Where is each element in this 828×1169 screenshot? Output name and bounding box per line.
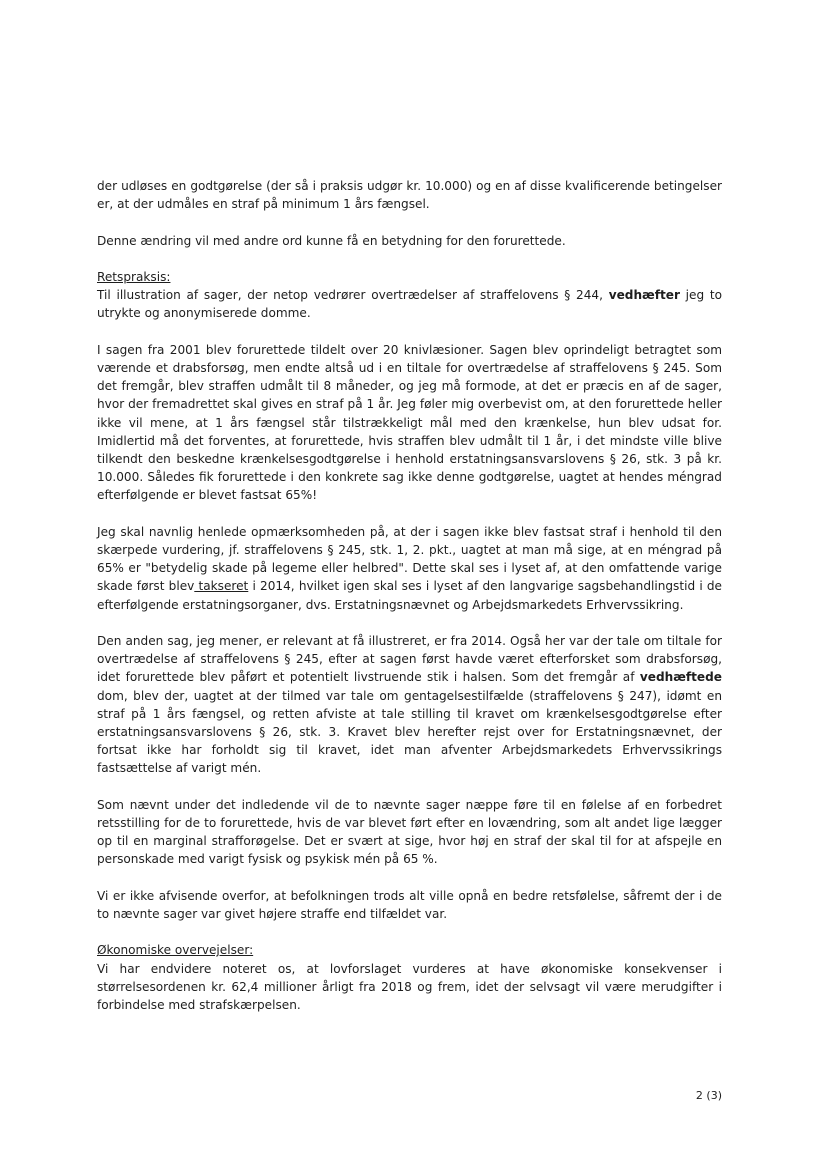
paragraph-skaerpede-vurdering: [97, 523, 722, 614]
text-span: Den anden sag, jeg mener, er relevant at få illustreret, er fra 2014. Også her var der tale om tiltale for overtrædelse af straffelovens § 245, efter at sagen først havde været efterforsket som drabsforsøg, idet forurettede blev påført et potentielt livstruende stik i halsen. Som det fremgår af: [97, 634, 722, 685]
page-number: 2 (3): [695, 1089, 722, 1102]
text-span: jeg to utrykte og anonymiserede domme.: [97, 288, 722, 321]
text-span: i 2014, hvilket igen skal ses i lyset af den langvarige sagsbehandlingstid i de efterfølgende erstatningsorganer, dvs. Erstatningsnævnet og Arbejdsmarkedets Erhvervssikring.: [97, 579, 722, 612]
paragraph-illustration: [97, 286, 722, 322]
bold-vedhaeftede: vedhæftede: [639, 670, 722, 685]
text-span: dom, blev der, uagtet at der tilmed var tale om gentagelsestilfælde (straffelovens § 247), idømt en straf på 1 års fængsel, og retten afviste at tale stilling til kravet om krænkelsesgodtgørelse efter erstatningsansvarslovens § 26, stk. 3. Kravet blev herefter rejst over for Erstatningsnævnet, der fortsat ikke har forholdt sig til kravet, idet man afventer Arbejdsmarkedets Erhvervssikrings fastsættelse af varigt mén.: [97, 688, 722, 776]
text-span: Til illustration af sager, der netop vedrører overtrædelser af straffelovens § 244,: [97, 288, 609, 303]
heading-retspraksis: Retspraksis:: [97, 269, 171, 284]
paragraph-sag-2001: I sagen fra 2001 blev forurettede tildelt over 20 knivlæsioner. Sagen blev oprindeligt betragtet som værende et drabsforsøg, men endte altså ud i en tiltale for overtrædelse af straffelovens § 245. Som det fremgår, blev straffen udmålt til 8 måneder, og jeg må formode, at det er præcis en af de sager, hvor der fremadrettet skal gives en straf på 1 år. Jeg føler mig overbevist om, at den forurettede heller ikke vil mene, at 1 års fængsel står tilstrækkeligt mål med den krænkelse, hun blev udsat for. Imidlertid må det forventes, at forurettede, hvis straffen blev udmålt til 1 år, i det mindste ville blive tilkendt den beskedne krænkelsesgodtgørelse i henhold erstatningsansvarslovens § 26, stk. 3 på kr. 10.000. Således fik forurettede i den konkrete sag ikke denne godtgørelse, uagtet at hendes méngrad efterfølgende er blevet fastsat 65%!: [97, 342, 722, 503]
section-okonomiske-overvejelser: [97, 941, 722, 1014]
paragraph-sag-2014: [97, 632, 722, 778]
document-body: [97, 177, 722, 1032]
paragraph-betydning: Denne ændring vil med andre ord kunne få en betydning for den forurettede.: [97, 233, 566, 248]
text-span: Jeg skal navnlig henlede opmærksomheden på, at der i sagen ikke blev fastsat straf i henhold til den skærpede vurdering, jf. straffelovens § 245, stk. 1, 2. pkt., uagtet at man må sige, at en méngrad på 65% er "betydelig skade på legeme eller helbred". Dette skal ses i lyset af, at den omfattende varige skade først blev: [97, 524, 722, 594]
bold-vedhaefter: vedhæfter: [608, 288, 680, 303]
paragraph-godtgorelse: der udløses en godtgørelse (der så i praksis udgør kr. 10.000) og en af disse kvalificerende betingelser er, at der udmåles en straf på minimum 1 års fængsel.: [97, 179, 722, 212]
section-retspraksis: [97, 268, 722, 323]
paragraph-retsstilling: Som nævnt under det indledende vil de to nævnte sager næppe føre til en følelse af en forbedret retsstilling for de to forurettede, hvis de var blevet ført efter en lovændring, som alt andet lige lægger op til en marginal strafforøgelse. Det er svært at sige, hvor høj en straf der skal til for at afspejle en personskade med varigt fysisk og psykisk mén på 65 %.: [97, 797, 722, 867]
paragraph-okonomiske-konsekvenser: Vi har endvidere noteret os, at lovforslaget vurderes at have økonomiske konsekvenser i størrelsesordenen kr. 62,4 millioner årligt fra 2018 og frem, idet der selvsagt vil være merudgifter i forbindelse med strafskærpelsen.: [97, 961, 722, 1013]
paragraph-retsfolelse: Vi er ikke afvisende overfor, at befolkningen trods alt ville opnå en bedre retsfølelse, såfremt der i de to nævnte sager var givet højere straffe end tilfældet var.: [97, 888, 722, 922]
heading-okonomiske-overvejelser: Økonomiske overvejelser:: [97, 943, 254, 958]
underlined-takseret: takseret: [194, 579, 249, 594]
